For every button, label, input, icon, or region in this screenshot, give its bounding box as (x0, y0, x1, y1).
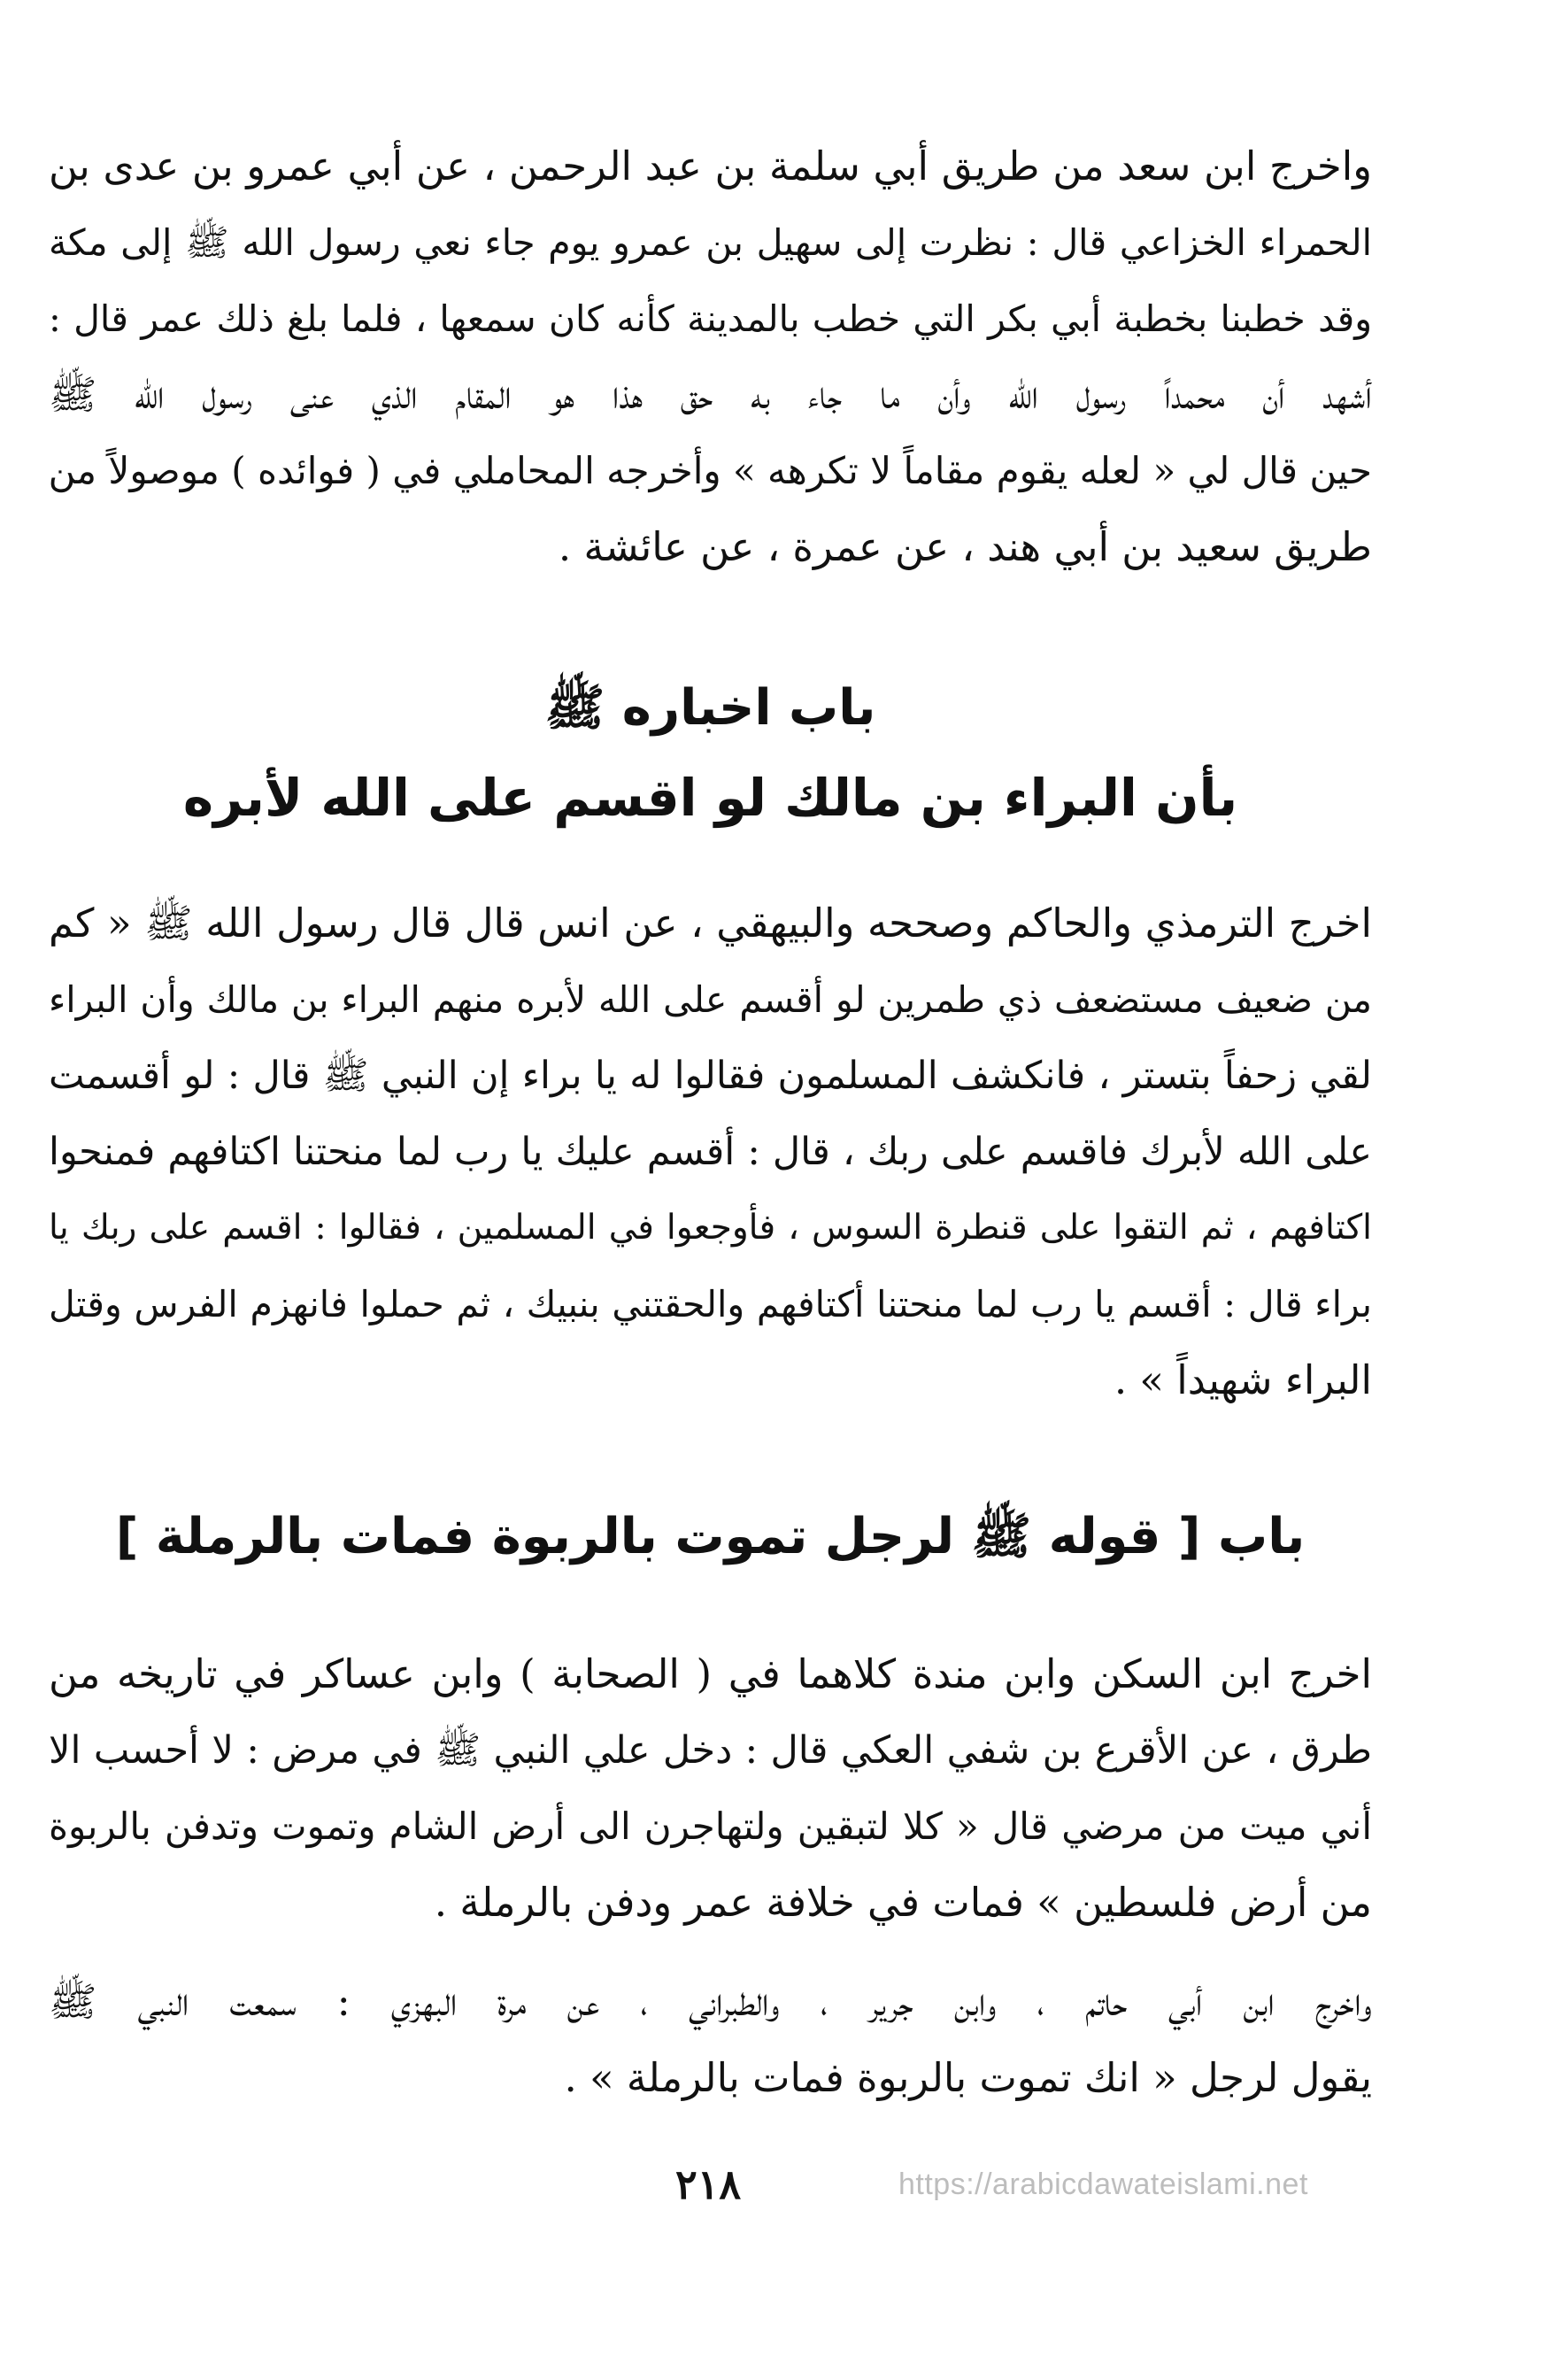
chapter-heading-2: باب [ قوله ﷺ لرجل تموت بالربوة فمات بالرملة ] (115, 1508, 1306, 1565)
watermark-url: https://arabicdawateislami.net (898, 2168, 1308, 2201)
text-line: من ضعيف مستضعف ذي طمرين لو أقسم على الله لأبره منهم البراء بن مالك وأن البراء (49, 978, 1372, 1021)
text-line: اخرج الترمذي والحاكم وصححه والبيهقي ، عن انس قال قال رسول الله ﷺ « كم (49, 900, 1372, 947)
paragraph-2 (49, 885, 1372, 1418)
paragraph-3 (49, 1636, 1372, 1941)
text-line: اخرج ابن السكن وابن مندة كلاهما في ( الصحابة ) وابن عساكر في تاريخه من (49, 1650, 1372, 1697)
text-line: البراء شهيداً » . (1114, 1356, 1372, 1403)
text-line: أشهد أن محمداً رسول الله وأن ما جاء به حق هذا هو المقام الذي عنى رسول الله ﷺ (49, 371, 1372, 418)
paragraph-4 (49, 1964, 1372, 2116)
text-line: واخرج ابن سعد من طريق أبي سلمة بن عبد الرحمن ، عن أبي عمرو بن عدى بن (49, 143, 1372, 189)
text-line: طرق ، عن الأقرع بن شفي العكي قال : دخل علي النبي ﷺ في مرض : لا أحسب الا (49, 1728, 1372, 1773)
chapter-heading-1-subtitle: بأن البراء بن مالك لو اقسم على الله لأبره (182, 768, 1238, 828)
text-line: حين قال لي « لعله يقوم مقاماً لا تكرهه » وأخرجه المحاملي في ( فوائده ) موصولاً من (48, 449, 1372, 492)
text-line: طريق سعيد بن أبي هند ، عن عمرة ، عن عائشة . (558, 523, 1372, 570)
text-line: الحمراء الخزاعي قال : نظرت إلى سهيل بن عمرو يوم جاء نعي رسول الله ﷺ إلى مكة (49, 221, 1372, 264)
text-line: أني ميت من مرضي قال « كلا لتبقين ولتهاجرن الى أرض الشام وتموت وتدفن بالربوة (49, 1804, 1372, 1848)
text-line: براء قال : أقسم يا رب لما منحتنا أكتافهم والحقتني بنبيك ، ثم حملوا فانهزم الفرس وقتل (49, 1283, 1372, 1325)
paragraph-1 (49, 128, 1372, 585)
text-line: واخرج ابن أبي حاتم ، وابن جرير ، والطبراني ، عن مرة البهزي : سمعت النبي ﷺ (49, 1978, 1372, 2025)
chapter-heading-1: باب اخباره ﷺ (544, 679, 876, 737)
text-line: لقي زحفاً بتستر ، فانكشف المسلمون فقالوا له يا براء إن النبي ﷺ قال : لو أقسمت (49, 1054, 1372, 1098)
page-number: ٢١٨ (674, 2160, 742, 2208)
text-line: اكتافهم ، ثم التقوا على قنطرة السوس ، فأوجعوا في المسلمين ، فقالوا : اقسم على ربك يا (49, 1208, 1372, 1248)
text-line: يقول لرجل « انك تموت بالربوة فمات بالرملة » . (564, 2054, 1372, 2101)
text-line: من أرض فلسطين » فمات في خلافة عمر ودفن بالرملة . (434, 1879, 1372, 1926)
text-line: وقد خطبنا بخطبة أبي بكر التي خطب بالمدينة كأنه كان سمعها ، فلما بلغ ذلك عمر قال : (49, 298, 1372, 340)
text-line: على الله لأبرك فاقسم على ربك ، قال : أقسم عليك يا رب لما منحتنا اكتافهم فمنحوا (49, 1130, 1372, 1174)
